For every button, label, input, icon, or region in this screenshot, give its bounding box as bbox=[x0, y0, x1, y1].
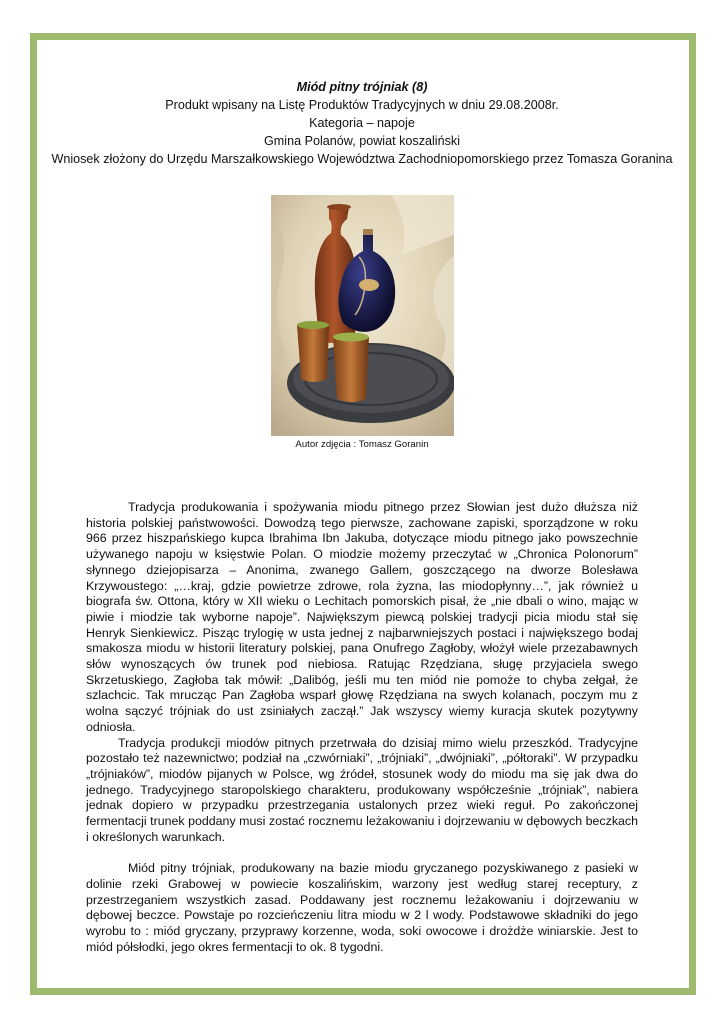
paragraph-history: Tradycja produkowania i spożywania miodu pitnego przez Słowian jest dużo dłuższa niż historia polskiej państwowości. Dowodzą tego pierwsze, zachowane zapiski, sporządzone w roku 966 przez hiszpańskiego kupca Ibrahima Ibn Jakuba, dotyczące miodu pitnego jako powszechnie używanego napoju w księstwie Polan. O miodzie możemy przeczytać w „Chronica Polonorum” słynnego dziejopisarza – Anonima, zwanego Gallem, goszczącego na dworze Bolesława Krzywoustego: „…kraj, gdzie powietrze zdrowe, rola żyzna, las miodopłynny…”, jak również u biografa św. Ottona, który w XII wieku o Lechitach pomorskich pisał, że „nie dbali o wino, mając w piwie i miodzie tak wyborne napoje”. Największym piewcą polskiej tradycji picia miodu stał się Henryk Sienkiewicz. Pisząc trylogię w usta jednej z najbarwniejszych postaci i największego bodaj smakosza miodu w historii literatury polskiej, pana Onufrego Zagłoby, włożył wiele przezabawnych słów wynoszących ów trunek pod niebiosa. Ratując Rzędziana, sługę przyjaciela swego Skrzetuskiego, Zagłoba tak mówił: „Dalibóg, jeśli mu ten miód nie pomoże to chyba zełgał, że szlachcic. Tak mrucząc Pan Zagłoba wsparł głowę Rzędziana na swych kolanach, poczym mu z wolna sączyć trójniak do ust zsiniałych zaczął.” Jak wszyscy wiemy kuracja skutek pozytywny odniosła. bbox=[86, 500, 638, 734]
photo-caption: Autor zdjęcia : Tomasz Goranin bbox=[295, 439, 429, 450]
document-body bbox=[86, 500, 638, 955]
product-photo bbox=[271, 195, 454, 436]
paragraph-product: Miód pitny trójniak, produkowany na bazie miodu gryczanego pozyskiwanego z pasieki w dolinie rzeki Grabowej w powiecie koszalińskim, warzony jest według starej receptury, z przestrzeganiem wszystkich zasad. Poddawany jest rocznemu leżakowaniu i dojrzewaniu w dębowej beczce. Powstaje po rozcieńczeniu litra miodu w 2 l wody. Podstawowe składniki do jego wyrobu to : miód gryczany, przyprawy korzenne, woda, soki owocowe i drożdże winiarskie. Jest to miód półsłodki, jego okres fermentacji to ok. 8 tygodni. bbox=[86, 861, 638, 954]
document-header bbox=[40, 78, 684, 168]
applicant-line: Wniosek złożony do Urzędu Marszałkowskiego Województwa Zachodniopomorskiego przez Tomasza Goranina bbox=[51, 152, 673, 166]
product-title: Miód pitny trójniak (8) bbox=[296, 80, 428, 94]
paragraph-tradition: Tradycja produkcji miodów pitnych przetrwała do dzisiaj mimo wielu przeszkód. Tradycyjne pozostało też nazewnictwo; podział na „czwórniaki”, „trójniaki”, „dwójniaki”, „półtoraki”. W przypadku „trójniaków”, miodów pijanych w Polsce, wg źródeł, stosunek wody do miodu ma się jak dwa do jednego. Tradycyjnego staropolskiego charakteru, produkowany współcześnie „trójniak”, nabiera jednak dopiero w przypadku przestrzegania ustalonych przez wieki reguł. Po zakończonej fermentacji trunek poddany musi zostać rocznemu leżakowaniu i dojrzewaniu w dębowych beczkach i określonych warunkach. bbox=[86, 735, 638, 844]
category-line: Kategoria – napoje bbox=[309, 116, 415, 130]
registry-date-line: Produkt wpisany na Listę Produktów Tradycyjnych w dniu 29.08.2008r. bbox=[165, 98, 559, 112]
location-line: Gmina Polanów, powiat koszaliński bbox=[264, 134, 460, 148]
